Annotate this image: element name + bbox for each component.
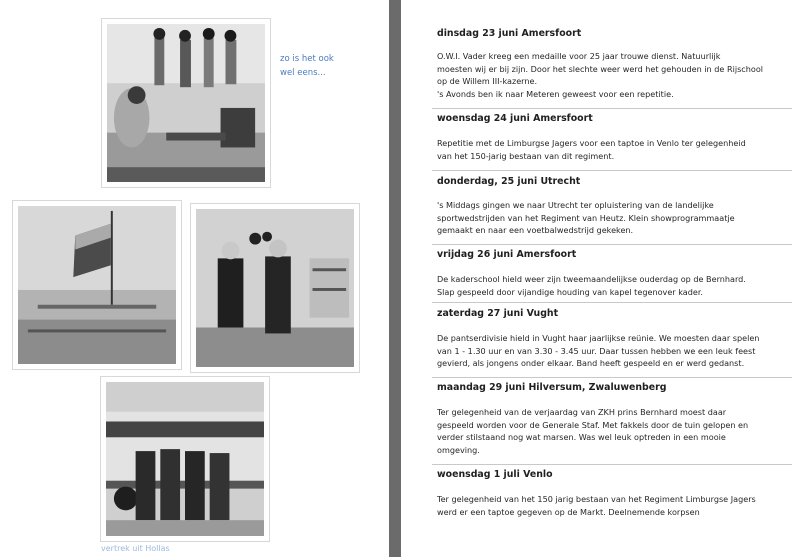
- entry-heading: woensdag 24 juni Amersfoort: [437, 113, 593, 124]
- divider: [432, 170, 792, 171]
- diary-entry: [437, 248, 793, 298]
- entry-heading: dinsdag 23 juni Amersfoort: [437, 28, 582, 39]
- diary-entry: [437, 175, 793, 237]
- entry-heading: maandag 29 juni Hilversum, Zwaluwenberg: [437, 382, 667, 393]
- divider: [432, 108, 792, 109]
- divider: [432, 377, 792, 378]
- diary-entry: [437, 468, 793, 518]
- entry-heading: vrijdag 26 juni Amersfoort: [437, 249, 577, 260]
- photo-caption-top: zo is het ook wel eens...: [280, 54, 334, 78]
- photo-caption-bottom: vertrek uit Hollas: [101, 544, 170, 553]
- divider: [432, 302, 792, 303]
- divider: [432, 244, 792, 245]
- entry-text: Repetitie met de Limburgse Jagers voor een taptoe in Venlo ter gelegenheid van het 150-jarig bestaan van dit regiment.: [437, 138, 746, 161]
- photo-uniformed-men: [190, 203, 360, 373]
- entry-text: De kaderschool hield weer zijn tweemaandelijkse ouderdag op de Bernhard. Slap gespeeld door vijandige houding van kapel tegenover kader.: [437, 274, 746, 297]
- entry-heading: woensdag 1 juli Venlo: [437, 469, 553, 480]
- diary-entry: [437, 27, 793, 100]
- diary-entry: [437, 112, 793, 162]
- entry-text: Ter gelegenheid van de verjaardag van ZKH prins Bernhard moest daar gespeeld worden voor de Generale Staf. Met fakkels door de tuin gelopen en verder stilstaand nog wat marsen. Was wel leuk optreden in een mooie omgeving.: [437, 407, 749, 455]
- diary-entry: [437, 307, 793, 370]
- entry-text: O.W.I. Vader kreeg een medaille voor 25 jaar trouwe dienst. Natuurlijk moesten wij er bij zijn. Door het slechte weer werd het gehouden in de Rijschool op de Willem III-kazerne. 's Avonds ben ik naar Meteren geweest voor een repetitie.: [437, 51, 764, 99]
- entry-text: 's Middags gingen we naar Utrecht ter opluistering van de landelijke sportwedstrijden van het Regiment van Heutz. Klein showprogrammaatje gemaakt en naar een voetbalwedstrijd gekeken.: [437, 200, 735, 236]
- entry-text: De pantserdivisie hield in Vught haar jaarlijkse reünie. We moesten daar spelen van 1 - 1.30 uur en van 3.30 - 3.45 uur. Daar tussen hebben we een leuk feest gevierd, als jongens onder elkaar. Band heeft gespeeld en er werd gedanst.: [437, 333, 760, 369]
- entry-heading: donderdag, 25 juni Utrecht: [437, 176, 581, 187]
- photo-barracks-dressing: [101, 18, 271, 188]
- entry-text: Ter gelegenheid van het 150 jarig bestaan van het Regiment Limburgse Jagers werd er een taptoe gegeven op de Markt. Deelnemende korpsen: [437, 494, 756, 517]
- photo-bus-soldiers: [100, 376, 270, 542]
- photo-flag-rooftop: [12, 200, 182, 370]
- diary-entry: [437, 381, 793, 456]
- divider: [432, 464, 792, 465]
- entry-heading: zaterdag 27 juni Vught: [437, 308, 559, 319]
